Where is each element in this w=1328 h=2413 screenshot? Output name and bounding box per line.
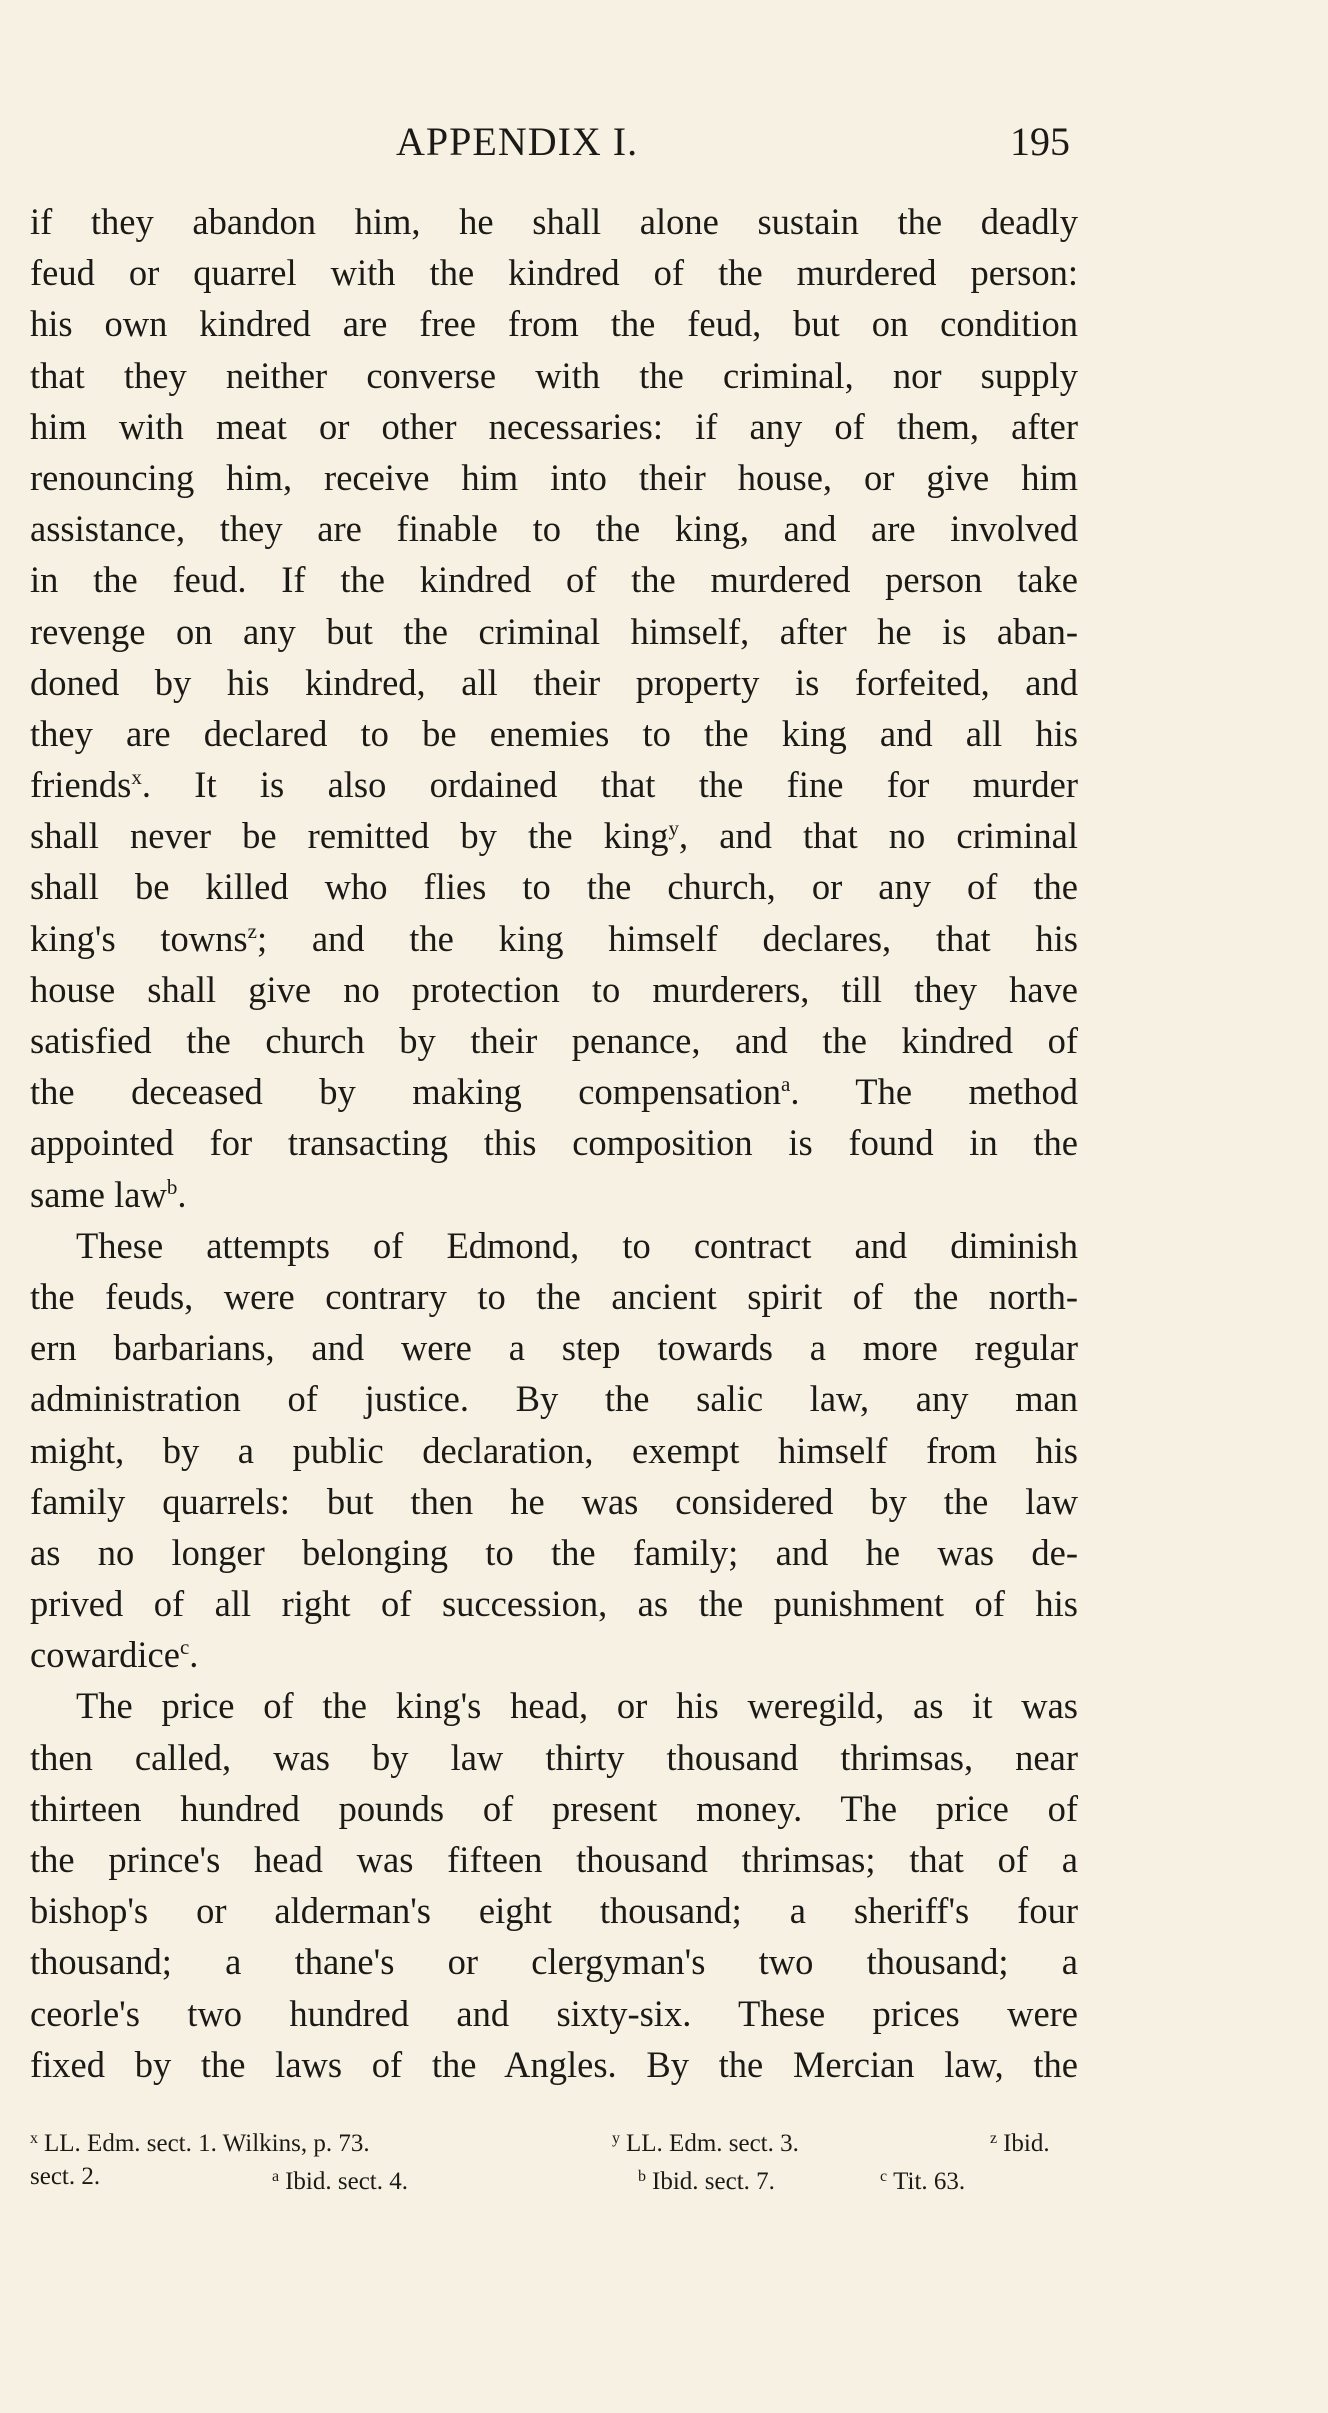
text-line — [30, 1271, 1078, 1322]
text-line — [30, 1169, 1078, 1220]
text-line — [30, 247, 1078, 298]
text-segment: shall never be remitted by the king — [30, 815, 669, 857]
text-line — [30, 1476, 1078, 1527]
text-line — [30, 554, 1078, 605]
footnote-mark: x — [30, 2130, 38, 2147]
text-line — [30, 1885, 1078, 1936]
text-segment: . — [189, 1634, 199, 1676]
text-line — [30, 1117, 1078, 1168]
footnote-reference: z — [247, 918, 257, 943]
text-line — [30, 1015, 1078, 1066]
text-line — [30, 1629, 1078, 1680]
text-line — [30, 401, 1078, 452]
text-segment: him with meat or other necessaries: if any of them, after — [30, 405, 1078, 447]
footnote-text: Ibid. sect. 4. — [285, 2168, 408, 2195]
text-line — [30, 1373, 1078, 1424]
text-line — [30, 861, 1078, 912]
footnote-mark: a — [272, 2168, 280, 2185]
footnote-reference: x — [131, 765, 142, 790]
text-segment: as no longer belonging to the family; and he was de- — [30, 1531, 1078, 1573]
text-segment: in the feud. If the kindred of the murdered person take — [30, 559, 1078, 601]
text-line — [30, 606, 1078, 657]
text-segment: feud or quarrel with the kindred of the murdered person: — [30, 252, 1078, 294]
text-line — [30, 298, 1078, 349]
footnotes — [30, 2120, 1078, 2196]
text-segment: might, by a public declaration, exempt himself from his — [30, 1429, 1078, 1471]
page-title: APPENDIX I. — [396, 119, 639, 164]
text-segment: house shall give no protection to murderers, till they have — [30, 968, 1078, 1010]
text-line — [30, 1783, 1078, 1834]
text-segment: ern barbarians, and were a step towards a more regular — [30, 1327, 1078, 1369]
text-segment: . The method — [790, 1071, 1078, 1113]
text-segment: administration of justice. By the salic law, any man — [30, 1378, 1078, 1420]
footnote-text: sect. 2. — [30, 2163, 101, 2190]
footnote-text: LL. Edm. sect. 3. — [626, 2130, 799, 2157]
footnote-reference: c — [179, 1635, 190, 1660]
footnote-reference: y — [668, 816, 680, 841]
text-segment: king's towns — [30, 917, 248, 959]
text-line — [30, 1988, 1078, 2039]
footnote — [30, 2120, 370, 2163]
paragraph-first-line — [30, 1680, 1078, 1731]
footnote — [612, 2120, 799, 2163]
text-segment: shall be killed who flies to the church, or any of the — [30, 866, 1078, 908]
running-head — [30, 118, 1080, 174]
text-line — [30, 810, 1078, 861]
footnote-text: LL. Edm. sect. 1. Wilkins, p. 73. — [44, 2130, 370, 2157]
footnote-reference: b — [166, 1174, 178, 1199]
footnote-mark: b — [638, 2168, 646, 2185]
text-segment: revenge on any but the criminal himself, after he is aban- — [30, 610, 1078, 652]
text-line — [30, 2039, 1078, 2090]
text-segment: then called, was by law thirty thousand thrimsas, near — [30, 1736, 1078, 1778]
text-line — [30, 503, 1078, 554]
footnote-line — [30, 2158, 1078, 2196]
footnote-text: Tit. 63. — [893, 2168, 966, 2195]
footnote-reference: a — [780, 1072, 791, 1097]
text-line — [30, 1578, 1078, 1629]
footnote-mark: z — [990, 2130, 998, 2147]
footnote — [880, 2158, 965, 2201]
text-segment: . It is also ordained that the fine for murder — [141, 764, 1078, 806]
text-line — [30, 1066, 1078, 1117]
text-segment: cowardice — [30, 1634, 180, 1676]
footnote-text: Ibid. sect. 7. — [652, 2168, 775, 2195]
text-segment: These attempts of Edmond, to contract and diminish — [76, 1224, 1078, 1266]
text-segment: thousand; a thane's or clergyman's two thousand; a — [30, 1941, 1078, 1983]
text-segment: bishop's or alderman's eight thousand; a sheriff's four — [30, 1890, 1078, 1932]
text-segment: ; and the king himself declares, that his — [256, 917, 1078, 959]
body-text — [30, 196, 1078, 2090]
text-segment: . — [177, 1173, 187, 1215]
text-segment: doned by his kindred, all their property is forfeited, and — [30, 661, 1078, 703]
text-line — [30, 452, 1078, 503]
text-segment: if they abandon him, he shall alone sustain the deadly — [30, 201, 1078, 242]
text-line — [30, 196, 1078, 247]
text-segment: The price of the king's head, or his weregild, as it was — [76, 1685, 1078, 1727]
text-segment: fixed by the laws of the Angles. By the Mercian law, the — [30, 2043, 1078, 2085]
text-line — [30, 708, 1078, 759]
text-segment: thirteen hundred pounds of present money. The price of — [30, 1787, 1078, 1829]
text-line — [30, 657, 1078, 708]
footnote-mark: c — [880, 2168, 888, 2185]
paragraph-first-line — [30, 1220, 1078, 1271]
text-segment: the feuds, were contrary to the ancient spirit of the north- — [30, 1275, 1078, 1317]
text-segment: the deceased by making compensation — [30, 1071, 781, 1113]
text-segment: same law — [30, 1173, 167, 1215]
page-number: 195 — [1010, 119, 1070, 164]
text-segment: friends — [30, 764, 132, 806]
text-segment: family quarrels: but then he was considered by the law — [30, 1480, 1078, 1522]
footnote — [990, 2120, 1050, 2163]
footnote — [272, 2158, 408, 2201]
text-line — [30, 964, 1078, 1015]
footnote-line — [30, 2120, 1078, 2158]
text-segment: assistance, they are finable to the king, and are involved — [30, 508, 1078, 550]
text-line — [30, 1732, 1078, 1783]
text-segment: renouncing him, receive him into their house, or give him — [30, 456, 1078, 498]
text-segment: appointed for transacting this composition is found in the — [30, 1122, 1078, 1164]
footnote-mark: y — [612, 2130, 620, 2147]
text-segment: the prince's head was fifteen thousand thrimsas; that of a — [30, 1839, 1078, 1880]
text-segment: prived of all right of succession, as the punishment of his — [30, 1583, 1078, 1625]
footnote-text: Ibid. — [1003, 2130, 1050, 2157]
text-line — [30, 350, 1078, 401]
text-line — [30, 913, 1078, 964]
text-segment: satisfied the church by their penance, and the kindred of — [30, 1020, 1078, 1061]
footnote — [638, 2158, 775, 2201]
text-segment: they are declared to be enemies to the king and all his — [30, 712, 1078, 754]
text-line — [30, 1425, 1078, 1476]
text-line — [30, 1527, 1078, 1578]
footnote — [30, 2158, 100, 2196]
text-segment: ceorle's two hundred and sixty-six. These prices were — [30, 1992, 1078, 2034]
text-line — [30, 1936, 1078, 1987]
text-line — [30, 759, 1078, 810]
text-segment: that they neither converse with the criminal, nor supply — [30, 354, 1078, 396]
text-segment: , and that no criminal — [679, 815, 1078, 857]
text-line — [30, 1322, 1078, 1373]
text-line — [30, 1834, 1078, 1885]
text-segment: his own kindred are free from the feud, but on condition — [30, 303, 1078, 345]
